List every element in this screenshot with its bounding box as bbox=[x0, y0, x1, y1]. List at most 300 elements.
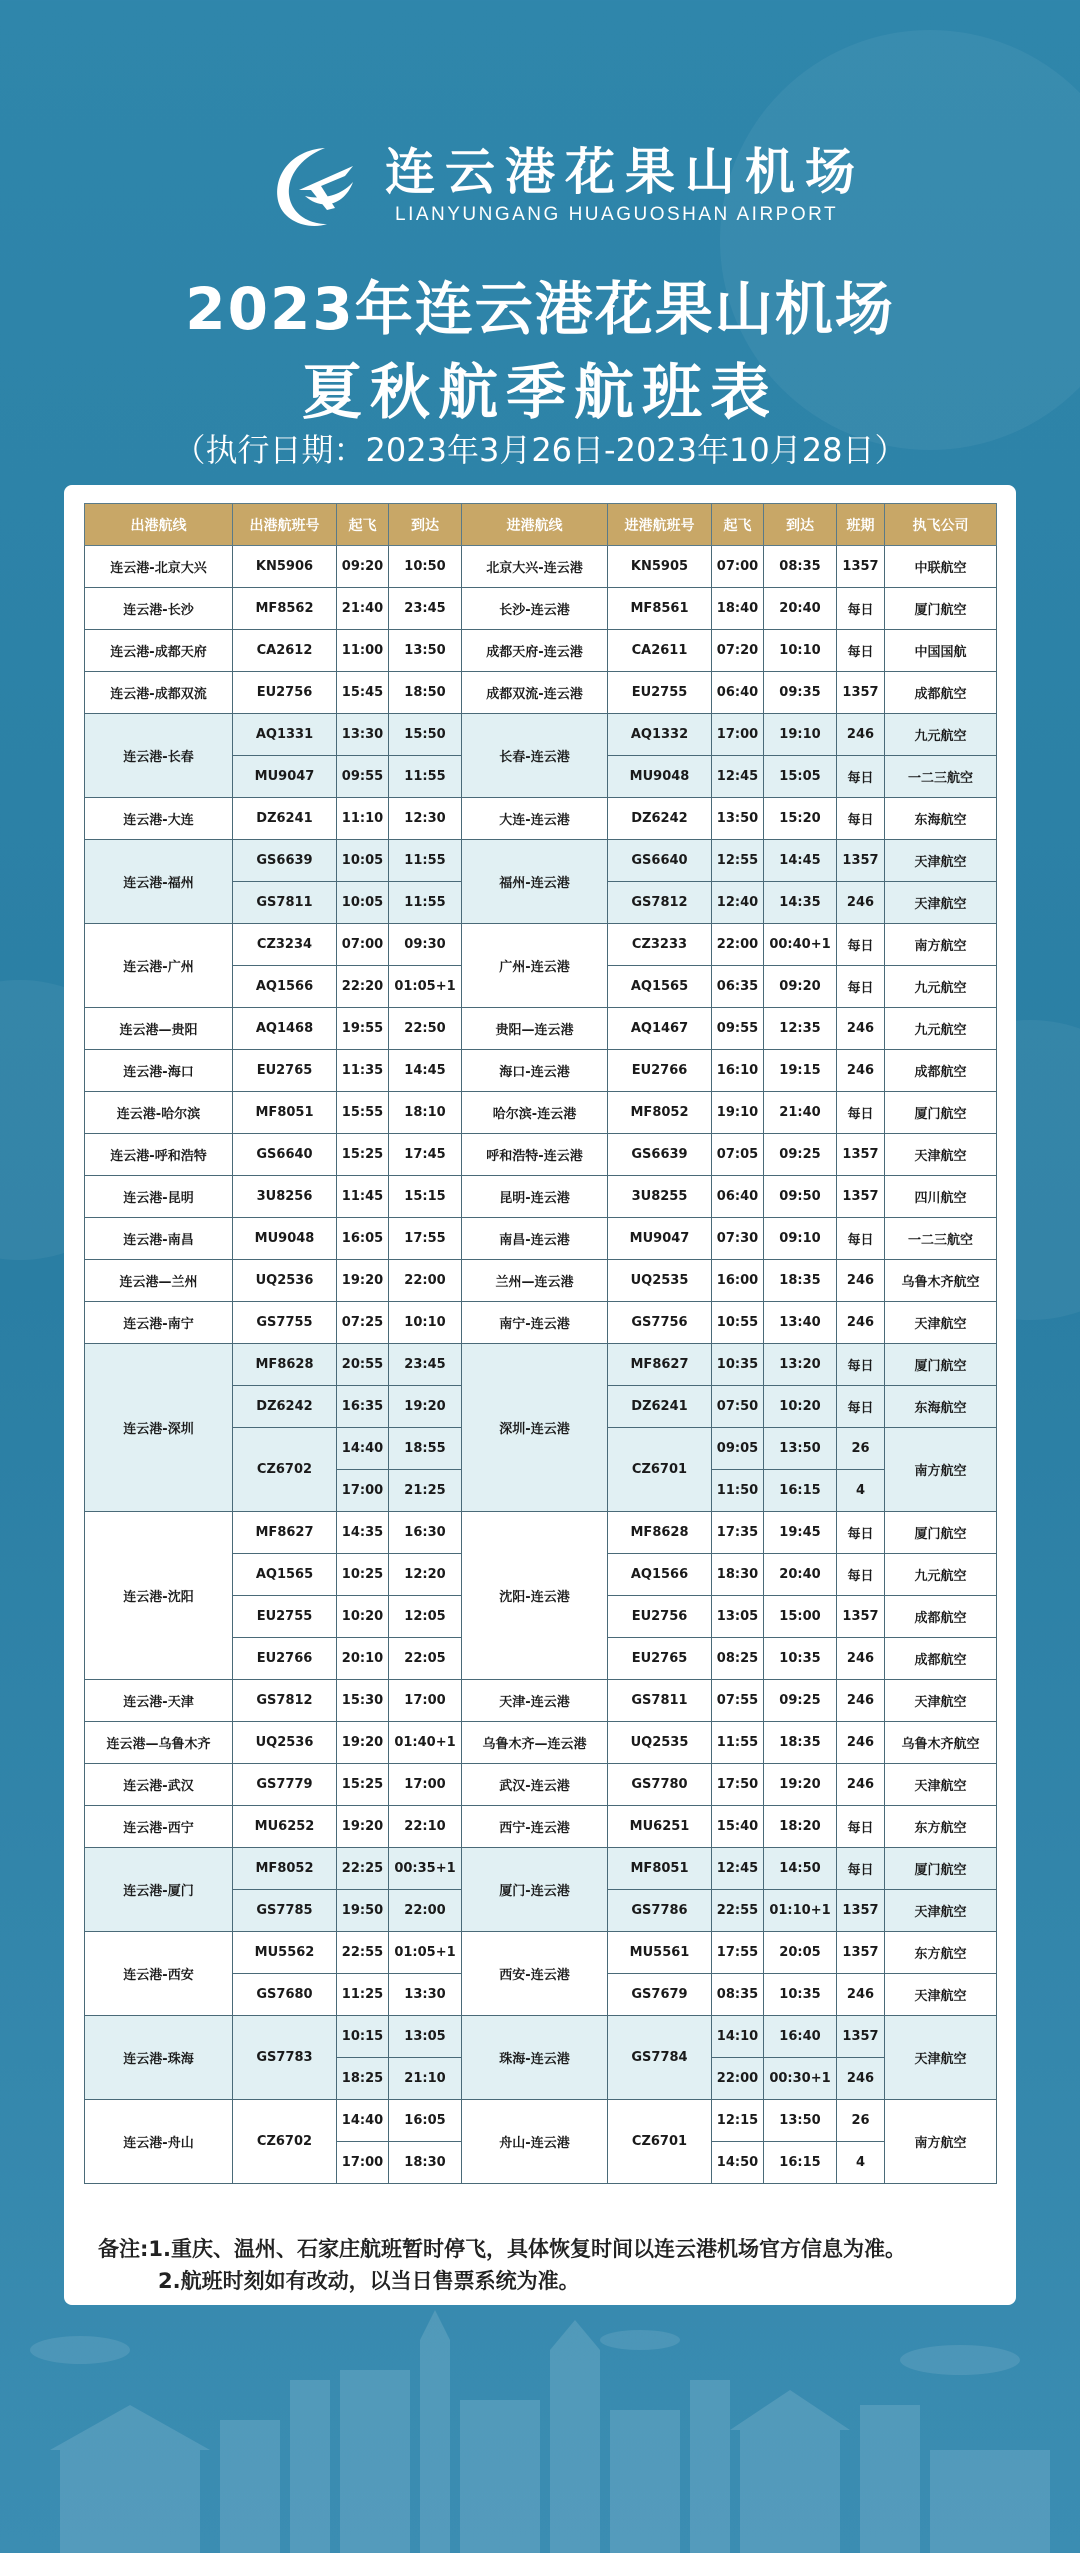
table-cell: EU2756 bbox=[608, 1596, 712, 1638]
table-cell: CZ6701 bbox=[608, 1428, 712, 1512]
table-cell: DZ6242 bbox=[233, 1386, 337, 1428]
table-cell: 乌鲁木齐—连云港 bbox=[462, 1722, 608, 1764]
table-cell: 连云港—乌鲁木齐 bbox=[85, 1722, 233, 1764]
table-cell: 07:00 bbox=[337, 924, 389, 966]
table-cell: 11:25 bbox=[337, 1974, 389, 2016]
table-cell: 246 bbox=[837, 2058, 885, 2100]
table-cell: 17:55 bbox=[712, 1932, 764, 1974]
table-cell: 20:55 bbox=[337, 1344, 389, 1386]
table-cell: 10:35 bbox=[764, 1974, 837, 2016]
table-cell: 10:10 bbox=[764, 630, 837, 672]
table-cell: 14:50 bbox=[764, 1848, 837, 1890]
table-cell: 11:55 bbox=[389, 882, 462, 924]
table-cell: EU2756 bbox=[233, 672, 337, 714]
table-cell: 连云港-西安 bbox=[85, 1932, 233, 2016]
table-cell: 每日 bbox=[837, 588, 885, 630]
table-cell: 26 bbox=[837, 1428, 885, 1470]
table-cell: 成都航空 bbox=[885, 1050, 997, 1092]
table-cell: 246 bbox=[837, 1764, 885, 1806]
table-cell: 四川航空 bbox=[885, 1176, 997, 1218]
table-cell: 18:20 bbox=[764, 1806, 837, 1848]
table-cell: 厦门航空 bbox=[885, 1512, 997, 1554]
table-cell: 1357 bbox=[837, 1890, 885, 1932]
table-cell: 09:05 bbox=[712, 1428, 764, 1470]
table-cell: 一二三航空 bbox=[885, 756, 997, 798]
table-row bbox=[85, 588, 997, 630]
table-cell: 06:40 bbox=[712, 1176, 764, 1218]
table-cell: 21:40 bbox=[764, 1092, 837, 1134]
table-cell: 18:30 bbox=[712, 1554, 764, 1596]
table-cell: 07:05 bbox=[712, 1134, 764, 1176]
table-cell: 每日 bbox=[837, 1806, 885, 1848]
table-cell: 11:45 bbox=[337, 1176, 389, 1218]
table-row bbox=[85, 1050, 997, 1092]
table-cell: 1357 bbox=[837, 1932, 885, 1974]
table-cell: 00:40+1 bbox=[764, 924, 837, 966]
table-cell: 天津航空 bbox=[885, 1134, 997, 1176]
table-cell: 17:50 bbox=[712, 1764, 764, 1806]
table-cell: 246 bbox=[837, 714, 885, 756]
table-cell: 15:45 bbox=[337, 672, 389, 714]
table-cell: 17:00 bbox=[337, 2142, 389, 2184]
table-cell: 天津航空 bbox=[885, 2016, 997, 2100]
table-cell: 23:45 bbox=[389, 1344, 462, 1386]
header bbox=[0, 0, 1080, 480]
table-cell: 哈尔滨-连云港 bbox=[462, 1092, 608, 1134]
table-cell: GS7783 bbox=[233, 2016, 337, 2100]
table-row bbox=[85, 2016, 997, 2058]
table-cell: 连云港-呼和浩特 bbox=[85, 1134, 233, 1176]
city-skyline-illustration bbox=[0, 2310, 1080, 2553]
table-cell: 14:50 bbox=[712, 2142, 764, 2184]
table-cell: 15:00 bbox=[764, 1596, 837, 1638]
table-cell: 14:45 bbox=[389, 1050, 462, 1092]
table-cell: AQ1332 bbox=[608, 714, 712, 756]
airport-name-en: LIANYUNGANG HUAGUOSHAN AIRPORT bbox=[395, 204, 839, 225]
table-cell: GS7811 bbox=[233, 882, 337, 924]
table-cell: 17:00 bbox=[389, 1764, 462, 1806]
table-cell: 246 bbox=[837, 1260, 885, 1302]
table-cell: 昆明-连云港 bbox=[462, 1176, 608, 1218]
table-cell: 15:30 bbox=[337, 1680, 389, 1722]
table-cell: 天津航空 bbox=[885, 1890, 997, 1932]
page-title: 2023年连云港花果山机场 bbox=[185, 275, 895, 343]
table-cell: EU2766 bbox=[233, 1638, 337, 1680]
table-cell: GS6640 bbox=[608, 840, 712, 882]
table-cell: AQ1467 bbox=[608, 1008, 712, 1050]
table-cell: MU5562 bbox=[233, 1932, 337, 1974]
table-cell: 西宁-连云港 bbox=[462, 1806, 608, 1848]
table-cell: 09:50 bbox=[764, 1176, 837, 1218]
table-row bbox=[85, 2100, 997, 2142]
table-cell: 1357 bbox=[837, 840, 885, 882]
table-cell: 12:15 bbox=[712, 2100, 764, 2142]
table-cell: 09:30 bbox=[389, 924, 462, 966]
table-cell: 18:10 bbox=[389, 1092, 462, 1134]
table-cell: 13:30 bbox=[337, 714, 389, 756]
table-cell: CZ3234 bbox=[233, 924, 337, 966]
table-cell: 22:00 bbox=[389, 1890, 462, 1932]
table-cell: 连云港—兰州 bbox=[85, 1260, 233, 1302]
table-cell: 珠海-连云港 bbox=[462, 2016, 608, 2100]
table-cell: 每日 bbox=[837, 1344, 885, 1386]
table-cell: MF8562 bbox=[233, 588, 337, 630]
table-cell: 18:50 bbox=[389, 672, 462, 714]
table-cell: GS7812 bbox=[608, 882, 712, 924]
table-row bbox=[85, 1092, 997, 1134]
table-cell: 12:05 bbox=[389, 1596, 462, 1638]
table-cell: 12:55 bbox=[712, 840, 764, 882]
table-cell: 南方航空 bbox=[885, 2100, 997, 2184]
table-cell: KN5905 bbox=[608, 546, 712, 588]
table-cell: 18:35 bbox=[764, 1722, 837, 1764]
table-cell: MU9047 bbox=[608, 1218, 712, 1260]
table-cell: 00:30+1 bbox=[764, 2058, 837, 2100]
table-cell: 东海航空 bbox=[885, 1386, 997, 1428]
table-cell: 14:40 bbox=[337, 1428, 389, 1470]
table-cell: 乌鲁木齐航空 bbox=[885, 1260, 997, 1302]
table-cell: 13:05 bbox=[389, 2016, 462, 2058]
table-cell: 天津航空 bbox=[885, 1764, 997, 1806]
table-cell: 厦门航空 bbox=[885, 1344, 997, 1386]
table-cell: EU2766 bbox=[608, 1050, 712, 1092]
table-cell: UQ2535 bbox=[608, 1722, 712, 1764]
table-row bbox=[85, 1722, 997, 1764]
table-cell: UQ2536 bbox=[233, 1722, 337, 1764]
table-cell: 4 bbox=[837, 1470, 885, 1512]
table-cell: DZ6241 bbox=[233, 798, 337, 840]
table-cell: CZ6702 bbox=[233, 1428, 337, 1512]
table-row bbox=[85, 1260, 997, 1302]
table-cell: 每日 bbox=[837, 1386, 885, 1428]
table-cell: 连云港-长沙 bbox=[85, 588, 233, 630]
table-cell: GS6640 bbox=[233, 1134, 337, 1176]
table-cell: 每日 bbox=[837, 1218, 885, 1260]
table-cell: 每日 bbox=[837, 1848, 885, 1890]
table-cell: 11:10 bbox=[337, 798, 389, 840]
table-cell: 19:20 bbox=[337, 1260, 389, 1302]
table-row bbox=[85, 1302, 997, 1344]
table-cell: 11:55 bbox=[712, 1722, 764, 1764]
table-cell: 12:30 bbox=[389, 798, 462, 840]
table-cell: 19:20 bbox=[337, 1806, 389, 1848]
table-cell: 19:20 bbox=[389, 1386, 462, 1428]
table-cell: GS7780 bbox=[608, 1764, 712, 1806]
table-cell: 10:55 bbox=[712, 1302, 764, 1344]
table-cell: 20:40 bbox=[764, 1554, 837, 1596]
airport-emblem-icon bbox=[265, 138, 361, 234]
table-cell: 贵阳—连云港 bbox=[462, 1008, 608, 1050]
table-cell: 连云港-珠海 bbox=[85, 2016, 233, 2100]
table-cell: 13:50 bbox=[764, 1428, 837, 1470]
table-cell: CA2612 bbox=[233, 630, 337, 672]
col-header: 班期 bbox=[837, 504, 885, 546]
table-row bbox=[85, 840, 997, 882]
table-cell: 19:10 bbox=[712, 1092, 764, 1134]
table-cell: 4 bbox=[837, 2142, 885, 2184]
table-cell: 东方航空 bbox=[885, 1806, 997, 1848]
table-cell: MF8052 bbox=[608, 1092, 712, 1134]
table-row bbox=[85, 714, 997, 756]
note-line-2: 2.航班时刻如有改动，以当日售票系统为准。 bbox=[158, 2269, 580, 2293]
page-subtitle: 夏秋航季航班表 bbox=[302, 358, 778, 428]
table-cell: 南昌-连云港 bbox=[462, 1218, 608, 1260]
table-cell: 中联航空 bbox=[885, 546, 997, 588]
table-cell: 246 bbox=[837, 1302, 885, 1344]
table-cell: GS7811 bbox=[608, 1680, 712, 1722]
col-header: 进港航班号 bbox=[608, 504, 712, 546]
table-cell: 09:20 bbox=[337, 546, 389, 588]
table-cell: 成都天府-连云港 bbox=[462, 630, 608, 672]
table-cell: 16:10 bbox=[712, 1050, 764, 1092]
table-cell: 17:35 bbox=[712, 1512, 764, 1554]
table-cell: MU5561 bbox=[608, 1932, 712, 1974]
table-cell: 01:10+1 bbox=[764, 1890, 837, 1932]
table-cell: 09:25 bbox=[764, 1134, 837, 1176]
table-cell: 07:25 bbox=[337, 1302, 389, 1344]
table-cell: 16:00 bbox=[712, 1260, 764, 1302]
col-header: 进港航线 bbox=[462, 504, 608, 546]
table-cell: 09:10 bbox=[764, 1218, 837, 1260]
table-cell: 246 bbox=[837, 1008, 885, 1050]
table-cell: 连云港-长春 bbox=[85, 714, 233, 798]
table-row bbox=[85, 1848, 997, 1890]
table-cell: 12:45 bbox=[712, 756, 764, 798]
table-cell: 12:45 bbox=[712, 1848, 764, 1890]
table-cell: MF8052 bbox=[233, 1848, 337, 1890]
table-cell: 12:20 bbox=[389, 1554, 462, 1596]
table-cell: 连云港-厦门 bbox=[85, 1848, 233, 1932]
table-row bbox=[85, 546, 997, 588]
table-cell: 厦门航空 bbox=[885, 1092, 997, 1134]
table-cell: 22:10 bbox=[389, 1806, 462, 1848]
table-cell: 07:20 bbox=[712, 630, 764, 672]
table-cell: 连云港-西宁 bbox=[85, 1806, 233, 1848]
table-cell: 21:10 bbox=[389, 2058, 462, 2100]
table-cell: GS7785 bbox=[233, 1890, 337, 1932]
col-header: 出港航线 bbox=[85, 504, 233, 546]
table-cell: 22:55 bbox=[337, 1932, 389, 1974]
col-header: 起飞 bbox=[337, 504, 389, 546]
table-cell: 19:45 bbox=[764, 1512, 837, 1554]
table-cell: MU9047 bbox=[233, 756, 337, 798]
table-cell: 13:30 bbox=[389, 1974, 462, 2016]
table-header-row bbox=[85, 504, 997, 546]
table-cell: 连云港-昆明 bbox=[85, 1176, 233, 1218]
table-cell: GS7679 bbox=[608, 1974, 712, 2016]
col-header: 到达 bbox=[389, 504, 462, 546]
table-cell: 天津航空 bbox=[885, 1302, 997, 1344]
table-cell: MF8628 bbox=[608, 1512, 712, 1554]
table-cell: 成都双流-连云港 bbox=[462, 672, 608, 714]
table-cell: 每日 bbox=[837, 1512, 885, 1554]
table-cell: 成都航空 bbox=[885, 1596, 997, 1638]
table-cell: 16:15 bbox=[764, 1470, 837, 1512]
table-cell: 天津航空 bbox=[885, 1680, 997, 1722]
table-cell: 广州-连云港 bbox=[462, 924, 608, 1008]
table-cell: 连云港-海口 bbox=[85, 1050, 233, 1092]
table-cell: 19:50 bbox=[337, 1890, 389, 1932]
table-cell: 17:00 bbox=[712, 714, 764, 756]
table-cell: 1357 bbox=[837, 672, 885, 714]
table-cell: 每日 bbox=[837, 966, 885, 1008]
table-cell: 呼和浩特-连云港 bbox=[462, 1134, 608, 1176]
table-cell: 天津航空 bbox=[885, 1974, 997, 2016]
table-cell: 12:35 bbox=[764, 1008, 837, 1050]
table-cell: 22:00 bbox=[389, 1260, 462, 1302]
table-cell: 22:25 bbox=[337, 1848, 389, 1890]
table-cell: MF8627 bbox=[233, 1512, 337, 1554]
table-cell: 连云港-沈阳 bbox=[85, 1512, 233, 1680]
flight-schedule-table bbox=[84, 503, 997, 2184]
col-header: 出港航班号 bbox=[233, 504, 337, 546]
table-cell: 21:25 bbox=[389, 1470, 462, 1512]
table-cell: 16:30 bbox=[389, 1512, 462, 1554]
table-cell: MU9048 bbox=[608, 756, 712, 798]
table-cell: CZ6701 bbox=[608, 2100, 712, 2184]
table-cell: 南方航空 bbox=[885, 924, 997, 966]
table-cell: 10:05 bbox=[337, 840, 389, 882]
table-cell: 11:55 bbox=[389, 840, 462, 882]
table-cell: 09:25 bbox=[764, 1680, 837, 1722]
table-cell: 13:05 bbox=[712, 1596, 764, 1638]
table-cell: 每日 bbox=[837, 798, 885, 840]
table-cell: 07:00 bbox=[712, 546, 764, 588]
table-cell: 南宁-连云港 bbox=[462, 1302, 608, 1344]
table-cell: 01:05+1 bbox=[389, 1932, 462, 1974]
table-cell: 22:20 bbox=[337, 966, 389, 1008]
table-cell: 01:05+1 bbox=[389, 966, 462, 1008]
table-cell: 九元航空 bbox=[885, 1554, 997, 1596]
table-cell: 17:55 bbox=[389, 1218, 462, 1260]
table-cell: 18:35 bbox=[764, 1260, 837, 1302]
table-cell: 246 bbox=[837, 1680, 885, 1722]
table-cell: EU2765 bbox=[608, 1638, 712, 1680]
table-cell: 九元航空 bbox=[885, 966, 997, 1008]
table-cell: 乌鲁木齐航空 bbox=[885, 1722, 997, 1764]
table-cell: 09:35 bbox=[764, 672, 837, 714]
table-row bbox=[85, 1680, 997, 1722]
table-cell: UQ2535 bbox=[608, 1260, 712, 1302]
table-cell: 26 bbox=[837, 2100, 885, 2142]
table-cell: 10:35 bbox=[712, 1344, 764, 1386]
table-cell: 15:20 bbox=[764, 798, 837, 840]
table-cell: 13:50 bbox=[712, 798, 764, 840]
table-cell: GS7784 bbox=[608, 2016, 712, 2100]
table-cell: 18:55 bbox=[389, 1428, 462, 1470]
table-cell: 11:00 bbox=[337, 630, 389, 672]
table-row bbox=[85, 1806, 997, 1848]
table-cell: 连云港-天津 bbox=[85, 1680, 233, 1722]
table-row bbox=[85, 1218, 997, 1260]
table-cell: 18:30 bbox=[389, 2142, 462, 2184]
table-cell: 09:55 bbox=[712, 1008, 764, 1050]
table-cell: 10:15 bbox=[337, 2016, 389, 2058]
table-cell: 20:40 bbox=[764, 588, 837, 630]
table-cell: 20:10 bbox=[337, 1638, 389, 1680]
table-cell: GS7779 bbox=[233, 1764, 337, 1806]
table-cell: 11:35 bbox=[337, 1050, 389, 1092]
table-cell: 15:05 bbox=[764, 756, 837, 798]
note-line-1: 备注:1.重庆、温州、石家庄航班暂时停飞，具体恢复时间以连云港机场官方信息为准。 bbox=[98, 2237, 906, 2261]
table-cell: 19:55 bbox=[337, 1008, 389, 1050]
table-cell: 厦门航空 bbox=[885, 588, 997, 630]
table-cell: 16:05 bbox=[389, 2100, 462, 2142]
table-cell: 长春-连云港 bbox=[462, 714, 608, 798]
table-cell: 15:15 bbox=[389, 1176, 462, 1218]
table-cell: 每日 bbox=[837, 756, 885, 798]
table-cell: 246 bbox=[837, 1638, 885, 1680]
table-row bbox=[85, 798, 997, 840]
table-cell: 07:55 bbox=[712, 1680, 764, 1722]
table-cell: MF8051 bbox=[608, 1848, 712, 1890]
table-cell: AQ1331 bbox=[233, 714, 337, 756]
notes bbox=[98, 2233, 998, 2297]
table-row bbox=[85, 1176, 997, 1218]
table-cell: 3U8256 bbox=[233, 1176, 337, 1218]
table-cell: MU6252 bbox=[233, 1806, 337, 1848]
table-cell: 22:55 bbox=[712, 1890, 764, 1932]
table-cell: 22:00 bbox=[712, 2058, 764, 2100]
table-cell: 16:05 bbox=[337, 1218, 389, 1260]
table-cell: 17:00 bbox=[337, 1470, 389, 1512]
table-cell: 10:05 bbox=[337, 882, 389, 924]
table-cell: 14:40 bbox=[337, 2100, 389, 2142]
table-cell: 厦门航空 bbox=[885, 1848, 997, 1890]
table-cell: 每日 bbox=[837, 1554, 885, 1596]
table-cell: 11:50 bbox=[712, 1470, 764, 1512]
table-cell: 19:20 bbox=[337, 1722, 389, 1764]
table-cell: 每日 bbox=[837, 1092, 885, 1134]
table-cell: 16:40 bbox=[764, 2016, 837, 2058]
table-cell: CA2611 bbox=[608, 630, 712, 672]
table-row bbox=[85, 1512, 997, 1554]
table-cell: 19:20 bbox=[764, 1764, 837, 1806]
table-cell: AQ1566 bbox=[233, 966, 337, 1008]
table-cell: 11:55 bbox=[389, 756, 462, 798]
table-cell: 1357 bbox=[837, 1176, 885, 1218]
table-cell: 13:50 bbox=[389, 630, 462, 672]
table-cell: 东方航空 bbox=[885, 1932, 997, 1974]
table-cell: 长沙-连云港 bbox=[462, 588, 608, 630]
table-cell: 深圳-连云港 bbox=[462, 1344, 608, 1512]
table-cell: 13:50 bbox=[764, 2100, 837, 2142]
table-cell: GS7786 bbox=[608, 1890, 712, 1932]
table-cell: 天津-连云港 bbox=[462, 1680, 608, 1722]
table-cell: MF8628 bbox=[233, 1344, 337, 1386]
col-header: 到达 bbox=[764, 504, 837, 546]
table-cell: 14:45 bbox=[764, 840, 837, 882]
table-cell: 14:35 bbox=[764, 882, 837, 924]
table-cell: DZ6241 bbox=[608, 1386, 712, 1428]
table-cell: 23:45 bbox=[389, 588, 462, 630]
table-cell: 北京大兴-连云港 bbox=[462, 546, 608, 588]
table-row bbox=[85, 1344, 997, 1386]
table-cell: 连云港-南昌 bbox=[85, 1218, 233, 1260]
table-cell: 连云港-深圳 bbox=[85, 1344, 233, 1512]
table-cell: EU2765 bbox=[233, 1050, 337, 1092]
table-cell: 武汉-连云港 bbox=[462, 1764, 608, 1806]
table-cell: 中国国航 bbox=[885, 630, 997, 672]
table-cell: 08:25 bbox=[712, 1638, 764, 1680]
table-cell: MU9048 bbox=[233, 1218, 337, 1260]
effective-dates: （执行日期：2023年3月26日-2023年10月28日） bbox=[173, 431, 907, 469]
table-cell: 08:35 bbox=[764, 546, 837, 588]
table-cell: 19:10 bbox=[764, 714, 837, 756]
airport-logo bbox=[265, 130, 865, 240]
table-cell: 沈阳-连云港 bbox=[462, 1512, 608, 1680]
table-cell: GS7680 bbox=[233, 1974, 337, 2016]
